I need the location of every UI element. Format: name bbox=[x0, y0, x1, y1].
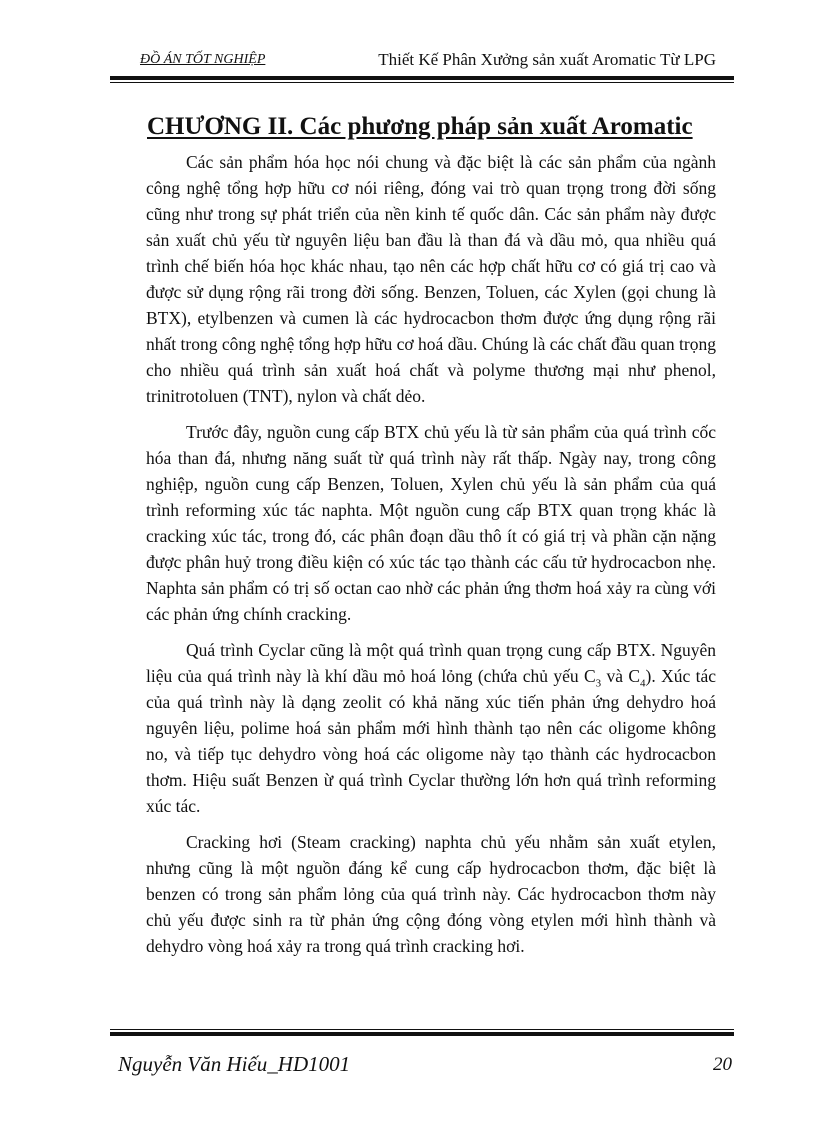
paragraph-3-part-a: Quá trình Cyclar cũng là một quá trình quan trọng cung cấp BTX. Nguyên liệu của quá trình này là khí dầu mỏ hoá lỏng (chứa chủ yếu C bbox=[146, 640, 716, 686]
paragraph-3-part-b: và C bbox=[601, 666, 641, 686]
paragraph-4: Cracking hơi (Steam cracking) naphta chủ yếu nhằm sản xuất etylen, nhưng cũng là một nguồn đáng kể cung cấp hydrocacbon thơm, đặc biệt là benzen có trong sản phẩm lỏng của quá trình này. Các hydrocacbon thơm này chủ yếu được sinh ra từ phản ứng cộng đóng vòng etylen mới hình thành và dehydro vòng hoá xảy ra trong quá trình cracking hơi. bbox=[146, 832, 716, 956]
subscript-4: 4 bbox=[640, 677, 646, 690]
footer-rule-thin bbox=[110, 1029, 734, 1030]
paragraph-3-part-c: ). Xúc tác của quá trình này là dạng zeolit có khả năng xúc tiến phản ứng dehydro hoá nguyên liệu, polime hoá sản phẩm mới hình thành tạo nên các oligome không no, và tiếp tục dehydro vòng hoá các oligome này tạo thành các hydrocacbon thơm. Hiệu suất Benzen ừ quá trình Cyclar thường lớn hơn quá trình reforming xúc tác. bbox=[146, 666, 716, 816]
footer-rule-thick bbox=[110, 1032, 734, 1036]
paragraph-3 bbox=[146, 637, 716, 819]
header-thesis-title: Thiết Kế Phân Xưởng sản xuất Aromatic Từ LPG bbox=[378, 50, 716, 69]
header-rule-thin bbox=[110, 82, 734, 83]
body-text bbox=[146, 149, 716, 969]
header-rule-thick bbox=[110, 76, 734, 80]
paragraph-2: Trước đây, nguồn cung cấp BTX chủ yếu là từ sản phẩm của quá trình cốc hóa than đá, nhưng năng suất từ quá trình này rất thấp. Ngày nay, trong công nghiệp, nguồn cung cấp Benzen, Toluen, Xylen chủ yếu là sản phẩm của quá trình reforming xúc tác naphta. Một nguồn cung cấp BTX quan trọng khác là cracking xúc tác, trong đó, các phân đoạn dầu thô ít có giá trị và phần cặn nặng được phân huỷ trong điều kiện có xúc tác tạo thành các cấu tử hydrocacbon nhẹ. Naphta sản phẩm có trị số octan cao nhờ các phản ứng thơm hoá xảy ra cùng với các phản ứng chính cracking. bbox=[146, 422, 716, 624]
paragraph-1: Các sản phẩm hóa học nói chung và đặc biệt là các sản phẩm của ngành công nghệ tổng hợp hữu cơ nói riêng, đóng vai trò quan trọng trong đời sống cũng như trong sự phát triển của nền kinh tế quốc dân. Các sản phẩm này được sản xuất chủ yếu từ nguyên liệu ban đầu là than đá và dầu mỏ, qua nhiều quá trình chế biến hóa học khác nhau, tạo nên các hợp chất hữu cơ có giá trị cao và được sử dụng rộng rãi trong đời sống. Benzen, Toluen, các Xylen (gọi chung là BTX), etylbenzen và cumen là các hydrocacbon thơm được ứng dụng rộng rãi nhất trong công nghệ tổng hợp hữu cơ hoá dầu. Chúng là các chất đầu quan trọng cho nhiều quá trình sản xuất hoá chất và polyme thương mại như phenol, trinitrotoluen (TNT), nylon và chất dẻo. bbox=[146, 152, 716, 406]
subscript-3: 3 bbox=[595, 677, 602, 690]
footer-author: Nguyễn Văn Hiếu_HD1001 bbox=[118, 1052, 351, 1076]
chapter-title: CHƯƠNG II. Các phương pháp sản xuất Aromatic bbox=[147, 113, 693, 140]
page-number: 20 bbox=[713, 1054, 732, 1075]
page-header bbox=[140, 48, 716, 72]
header-thesis-label: ĐỒ ÁN TỐT NGHIỆP bbox=[140, 52, 266, 67]
